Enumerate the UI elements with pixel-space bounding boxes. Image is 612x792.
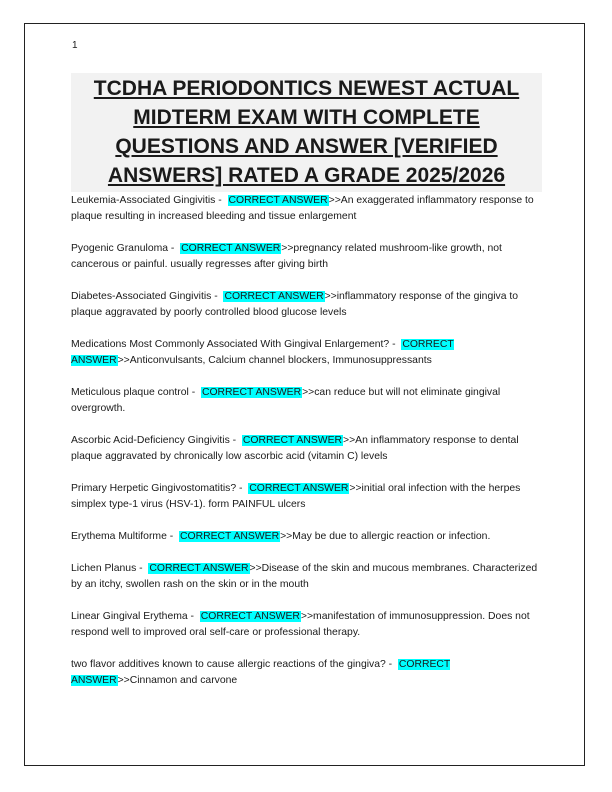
- document-title: TCDHA PERIODONTICS NEWEST ACTUAL MIDTERM EXAM WITH COMPLETE QUESTIONS AND ANSWER [VERIFIED ANSWERS] RATED A GRADE 2025/2026: [93, 77, 520, 187]
- answer-text: inflammatory response of the gingiva to plaque aggravated by poorly controlled blood glucose levels: [71, 291, 519, 318]
- question-text: Meticulous plaque control: [71, 387, 189, 398]
- separator: -: [166, 531, 179, 542]
- answer-text: Anticonvulsants, Calcium channel blockers, Immunosuppressants: [129, 355, 432, 366]
- answer-arrow: >>: [280, 531, 293, 542]
- answer-arrow: >>: [349, 483, 362, 494]
- question-text: Ascorbic Acid-Deficiency Gingivitis: [71, 435, 230, 446]
- answer-arrow: >>: [117, 355, 130, 366]
- separator: -: [136, 563, 149, 574]
- separator: -: [236, 483, 249, 494]
- correct-answer-tag: CORRECT ANSWER: [242, 435, 343, 446]
- correct-answer-tag: CORRECT ANSWER: [181, 243, 281, 254]
- separator: -: [389, 339, 402, 350]
- answer-arrow: >>: [281, 243, 294, 254]
- separator: -: [168, 243, 181, 254]
- qa-item: [71, 561, 546, 609]
- answer-arrow: >>: [117, 675, 130, 686]
- answer-text: An exaggerated inflammatory response to plaque resulting in increased bleeding and tissue enlargement: [71, 195, 534, 222]
- correct-answer-tag: CORRECT ANSWER: [71, 659, 451, 686]
- qa-item: [71, 609, 546, 657]
- answer-arrow: >>: [328, 195, 341, 206]
- separator: -: [385, 659, 398, 670]
- separator: -: [215, 195, 228, 206]
- qa-item: [71, 385, 546, 433]
- answer-text: can reduce but will not eliminate gingival overgrowth.: [71, 387, 501, 414]
- answer-text: Cinnamon and carvone: [129, 675, 238, 686]
- question-text: Medications Most Commonly Associated With Gingival Enlargement?: [71, 339, 390, 350]
- separator: -: [188, 387, 201, 398]
- question-text: Diabetes-Associated Gingivitis: [71, 291, 212, 302]
- correct-answer-tag: CORRECT ANSWER: [201, 387, 302, 398]
- qa-item: [71, 337, 546, 385]
- answer-arrow: >>: [249, 563, 262, 574]
- qa-item: [71, 241, 546, 289]
- answer-arrow: >>: [300, 611, 314, 622]
- question-text: Lichen Planus: [71, 563, 137, 574]
- answer-text: manifestation of immunosuppression. Does not respond well to improved oral self-care or professional therapy.: [71, 611, 530, 638]
- title-block: [71, 73, 542, 192]
- question-text: two flavor additives known to cause allergic reactions of the gingiva?: [71, 659, 386, 670]
- correct-answer-tag: CORRECT ANSWER: [149, 563, 249, 574]
- correct-answer-tag: CORRECT ANSWER: [71, 339, 454, 366]
- question-text: Erythema Multiforme: [71, 531, 167, 542]
- qa-item: [71, 529, 546, 561]
- answer-arrow: >>: [302, 387, 315, 398]
- answer-arrow: >>: [324, 291, 337, 302]
- answer-text: May be due to allergic reaction or infection.: [292, 531, 491, 542]
- qa-item: [71, 433, 546, 481]
- answer-text: initial oral infection with the herpes simplex type-1 virus (HSV-1). form PAINFUL ulcers: [71, 483, 521, 510]
- correct-answer-tag: CORRECT ANSWER: [179, 531, 280, 542]
- answer-arrow: >>: [343, 435, 356, 446]
- answer-text: pregnancy related mushroom-like growth, not cancerous or painful. usually regresses after giving birth: [71, 243, 502, 270]
- separator: -: [229, 435, 242, 446]
- qa-item: [71, 193, 546, 241]
- correct-answer-tag: CORRECT ANSWER: [200, 611, 300, 622]
- answer-text: Disease of the skin and mucous membranes. Characterized by an itchy, swollen rash on the skin or in the mouth: [71, 563, 538, 590]
- question-text: Primary Herpetic Gingivostomatitis?: [71, 483, 237, 494]
- qa-item: [71, 481, 546, 529]
- qa-item: [71, 657, 546, 705]
- answer-text: An inflammatory response to dental plaque aggravated by chronically low ascorbic acid (vitamin C) levels: [71, 435, 519, 462]
- qa-list: [71, 193, 546, 705]
- page-number: 1: [72, 40, 78, 51]
- correct-answer-tag: CORRECT ANSWER: [224, 291, 324, 302]
- qa-item: [71, 289, 546, 337]
- separator: -: [211, 291, 224, 302]
- question-text: Leukemia-Associated Gingivitis: [71, 195, 216, 206]
- correct-answer-tag: CORRECT ANSWER: [228, 195, 328, 206]
- question-text: Pyogenic Granuloma: [71, 243, 169, 254]
- separator: -: [187, 611, 200, 622]
- question-text: Linear Gingival Erythema: [71, 611, 188, 622]
- correct-answer-tag: CORRECT ANSWER: [249, 483, 349, 494]
